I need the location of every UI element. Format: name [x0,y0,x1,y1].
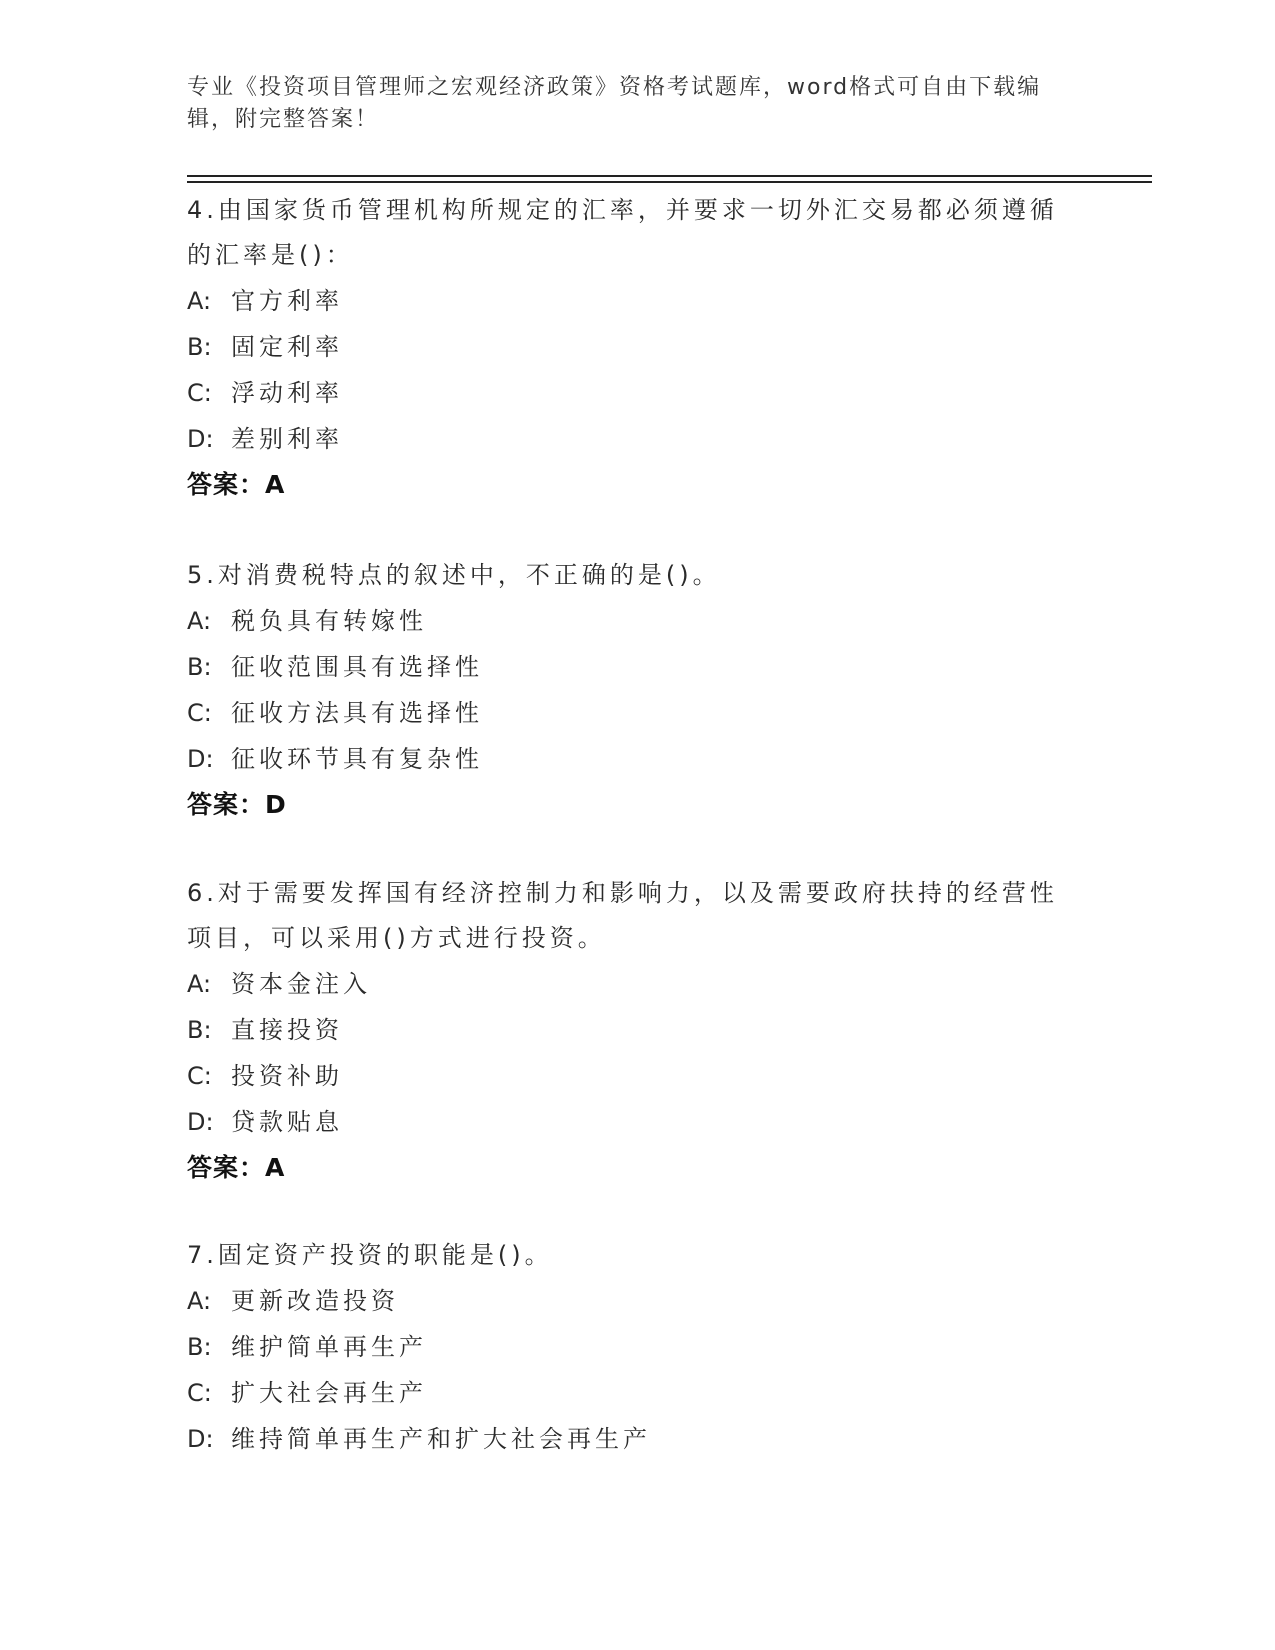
option-text: 官方利率 [231,287,343,315]
header-divider-bottom [187,181,1152,183]
option-text: 扩大社会再生产 [231,1379,427,1407]
option-key: C: [187,699,212,727]
option-key: D: [187,1108,214,1136]
question-stem: 5.对消费税特点的叙述中，不正确的是()。 [187,561,721,589]
option-a [187,598,1067,644]
option-b [187,324,1067,370]
option-c [187,370,1067,416]
option-text: 差别利率 [231,425,343,453]
option-b [187,644,1067,690]
option-d [187,736,1067,782]
option-d [187,1416,1067,1462]
option-b [187,1007,1067,1053]
option-text: 投资补助 [231,1062,343,1090]
document-header: 专业《投资项目管理师之宏观经济政策》资格考试题库，word格式可自由下载编辑，附完整答案！ [187,75,1042,132]
option-c [187,1053,1067,1099]
option-key: C: [187,379,212,407]
question-stem: 7.固定资产投资的职能是()。 [187,1241,553,1269]
option-key: C: [187,1062,212,1090]
question-stem: 4.由国家货币管理机构所规定的汇率，并要求一切外汇交易都必须遵循的汇率是()： [187,196,1058,269]
option-text: 浮动利率 [231,379,343,407]
option-key: A: [187,1287,212,1315]
option-key: D: [187,425,214,453]
answer-line: 答案：A [187,1153,286,1182]
option-key: C: [187,1379,212,1407]
option-text: 税负具有转嫁性 [231,607,427,635]
option-text: 直接投资 [231,1016,343,1044]
option-key: A: [187,287,212,315]
option-text: 征收环节具有复杂性 [231,745,483,773]
option-key: B: [187,1333,212,1361]
option-c [187,1370,1067,1416]
option-key: D: [187,1425,214,1453]
header-divider-top [187,175,1152,177]
option-a [187,278,1067,324]
option-d [187,416,1067,462]
option-key: A: [187,607,212,635]
option-a [187,961,1067,1007]
question-5 [187,553,1067,828]
option-text: 贷款贴息 [231,1108,343,1136]
option-key: B: [187,1016,212,1044]
option-key: B: [187,653,212,681]
option-key: B: [187,333,212,361]
question-7 [187,1233,1067,1462]
question-4 [187,188,1067,508]
option-text: 维持简单再生产和扩大社会再生产 [231,1425,651,1453]
answer-line: 答案：D [187,790,287,819]
option-b [187,1324,1067,1370]
option-text: 征收方法具有选择性 [231,699,483,727]
question-6 [187,871,1067,1191]
option-c [187,690,1067,736]
option-text: 更新改造投资 [231,1287,399,1315]
option-text: 固定利率 [231,333,343,361]
question-stem: 6.对于需要发挥国有经济控制力和影响力，以及需要政府扶持的经营性项目，可以采用()方式进行投资。 [187,879,1058,952]
option-key: A: [187,970,212,998]
option-d [187,1099,1067,1145]
option-a [187,1278,1067,1324]
answer-line: 答案：A [187,470,286,499]
option-text: 维护简单再生产 [231,1333,427,1361]
option-text: 征收范围具有选择性 [231,653,483,681]
option-text: 资本金注入 [231,970,371,998]
option-key: D: [187,745,214,773]
